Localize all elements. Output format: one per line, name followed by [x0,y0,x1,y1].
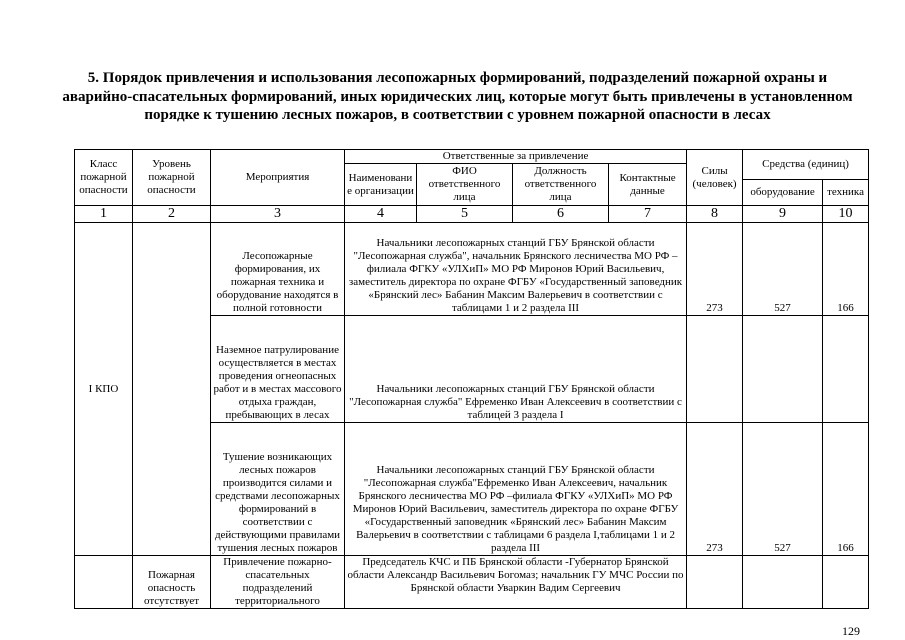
column-number: 2 [133,206,211,223]
column-number: 7 [609,206,687,223]
header-equipment: оборудование [743,180,823,206]
fire-level-cell: Пожарная опасность отсутствует [133,556,211,609]
measure-cell: Лесопожарные формирования, их пожарная техника и оборудование находятся в полной готовности [211,223,345,316]
responsible-cell: Начальники лесопожарных станций ГБУ Брянской области "Лесопожарная служба"Ефременко Иван Алексеевич, начальник Брянского лесничества МО РФ –филиала ФГКУ «УЛХиП» МО РФ Миронов Юрий Васильевич, заместитель директора по охране ФГБУ «Государственный заповедник «Брянский лес» Бабанин Максим Валерьевич в соответствии с таблицами 6 раздела I,таблицами 1 и 2 раздела III [345,423,687,556]
fire-measures-table [74,149,869,609]
header-measures: Мероприятия [211,150,345,206]
equipment-cell [743,316,823,423]
column-number-row [75,206,869,223]
document-title: 5. Порядок привлечения и использования лесопожарных формирований, подразделений пожарной охраны и аварийно-спасательных формирований, иных юридических лиц, которые могут быть привлечены в установленном порядке к тушению лесных пожаров, в соответствии с уровнем пожарной опасности в лесах [62,70,853,123]
column-number: 10 [823,206,869,223]
column-number: 6 [513,206,609,223]
equipment-cell: 527 [743,423,823,556]
machinery-cell [823,316,869,423]
page-number: 129 [842,624,860,638]
header-position: Должность ответственного лица [513,164,609,206]
table-row [75,556,869,609]
forces-cell: 273 [687,223,743,316]
header-level: Уровень пожарной опасности [133,150,211,206]
responsible-cell: Начальники лесопожарных станций ГБУ Брянской области "Лесопожарная служба" Ефременко Иван Алексеевич в соответствии с таблицей 3 раздела I [345,316,687,423]
header-row-1 [75,150,869,164]
column-number: 8 [687,206,743,223]
fire-class-cell: I КПО [75,223,133,556]
header-org-name: Наименовани е организации [345,164,417,206]
forces-cell [687,556,743,609]
column-number: 3 [211,206,345,223]
machinery-cell: 166 [823,223,869,316]
forces-cell [687,316,743,423]
header-means: Средства (единиц) [743,150,869,180]
header-contacts: Контактные данные [609,164,687,206]
column-number: 5 [417,206,513,223]
header-forces: Силы (человек) [687,150,743,206]
header-class: Класс пожарной опасности [75,150,133,206]
header-fio: ФИО ответственного лица [417,164,513,206]
equipment-cell [743,556,823,609]
measure-cell: Наземное патрулирование осуществляется в местах проведения огнеопасных работ и в местах массового отдыха граждан, пребывающих в лесах [211,316,345,423]
machinery-cell: 166 [823,423,869,556]
measure-cell: Тушение возникающих лесных пожаров производится силами и средствами лесопожарных формирований в соответствии с действующими правилами тушения лесных пожаров [211,423,345,556]
column-number: 4 [345,206,417,223]
header-machinery: техника [823,180,869,206]
machinery-cell [823,556,869,609]
responsible-cell: Начальники лесопожарных станций ГБУ Брянской области "Лесопожарная служба", начальник Брянского лесничества МО РФ –филиала ФГКУ «УЛХиП» МО РФ Миронов Юрий Васильевич, заместитель директора по охране ФГБУ «Государственный заповедник «Брянский лес» Бабанин Максим Валерьевич в соответствии с таблицами 1 и 2 раздела III [345,223,687,316]
responsible-cell: Председатель КЧС и ПБ Брянской области -Губернатор Брянской области Александр Васильевич Богомаз; начальник ГУ МЧС России по Брянской области Уваркин Вадим Сергеевич [345,556,687,609]
table-row [75,223,869,316]
column-number: 1 [75,206,133,223]
measure-cell: Привлечение пожарно-спасательных подразделений территориального [211,556,345,609]
equipment-cell: 527 [743,223,823,316]
fire-level-cell-empty [133,223,211,556]
forces-cell: 273 [687,423,743,556]
fire-class-cell-empty [75,556,133,609]
header-responsible: Ответственные за привлечение [345,150,687,164]
column-number: 9 [743,206,823,223]
